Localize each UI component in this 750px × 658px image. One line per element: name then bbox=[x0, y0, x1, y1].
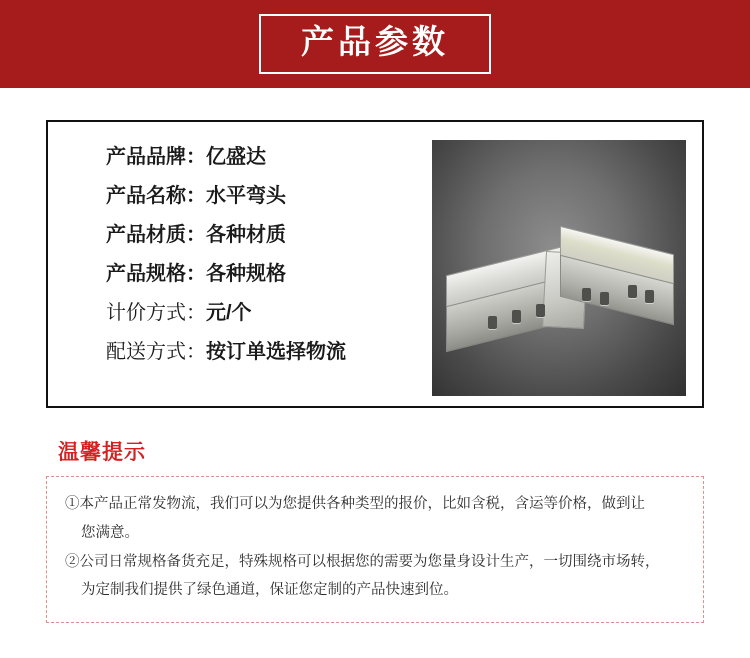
tray-hole bbox=[536, 304, 545, 317]
product-photo bbox=[432, 140, 686, 396]
tray-hole bbox=[512, 310, 521, 323]
banner-title-frame bbox=[259, 14, 491, 74]
spec-list bbox=[68, 140, 432, 363]
spec-label-model: 产品规格： bbox=[106, 263, 206, 285]
spec-section bbox=[0, 88, 750, 408]
tips-section bbox=[0, 408, 750, 623]
tray-hole bbox=[488, 316, 497, 329]
spec-row bbox=[106, 302, 432, 324]
tip-item-continued: 您满意。 bbox=[81, 524, 139, 541]
spec-row bbox=[106, 185, 432, 207]
spec-row bbox=[106, 224, 432, 246]
page-title: 产品参数 bbox=[301, 23, 449, 61]
tray-hole bbox=[628, 285, 637, 298]
tray-hole bbox=[645, 290, 654, 303]
spec-label-pricing: 计价方式： bbox=[106, 302, 206, 324]
tray-hole bbox=[582, 288, 591, 301]
tip-item: ①本产品正常发物流，我们可以为您提供各种类型的报价，比如含税，含运等价格，做到让 bbox=[65, 496, 645, 512]
spec-row bbox=[106, 263, 432, 285]
spec-value-delivery: 按订单选择物流 bbox=[206, 341, 346, 363]
spec-value-pricing: 元/个 bbox=[206, 302, 252, 324]
spec-label-delivery: 配送方式： bbox=[106, 341, 206, 363]
spec-label-material: 产品材质： bbox=[106, 224, 206, 246]
spec-card bbox=[46, 120, 704, 408]
spec-label-brand: 产品品牌： bbox=[106, 146, 206, 168]
spec-value-name: 水平弯头 bbox=[206, 185, 286, 207]
spec-row bbox=[106, 341, 432, 363]
page-banner bbox=[0, 0, 750, 88]
spec-row bbox=[106, 146, 432, 168]
tips-box bbox=[46, 476, 704, 623]
cable-tray-elbow-illustration bbox=[432, 140, 686, 396]
spec-label-name: 产品名称： bbox=[106, 185, 206, 207]
spec-value-model: 各种规格 bbox=[206, 263, 286, 285]
tip-item-continued: 为定制我们提供了绿色通道，保证您定制的产品快速到位。 bbox=[81, 582, 458, 599]
spec-value-brand: 亿盛达 bbox=[206, 146, 266, 168]
tips-title: 温馨提示 bbox=[58, 441, 146, 464]
tip-item: ②公司日常规格备货充足，特殊规格可以根据您的需要为您量身设计生产，一切围绕市场转， bbox=[65, 553, 660, 570]
spec-value-material: 各种材质 bbox=[206, 224, 286, 246]
tray-hole bbox=[600, 292, 609, 305]
